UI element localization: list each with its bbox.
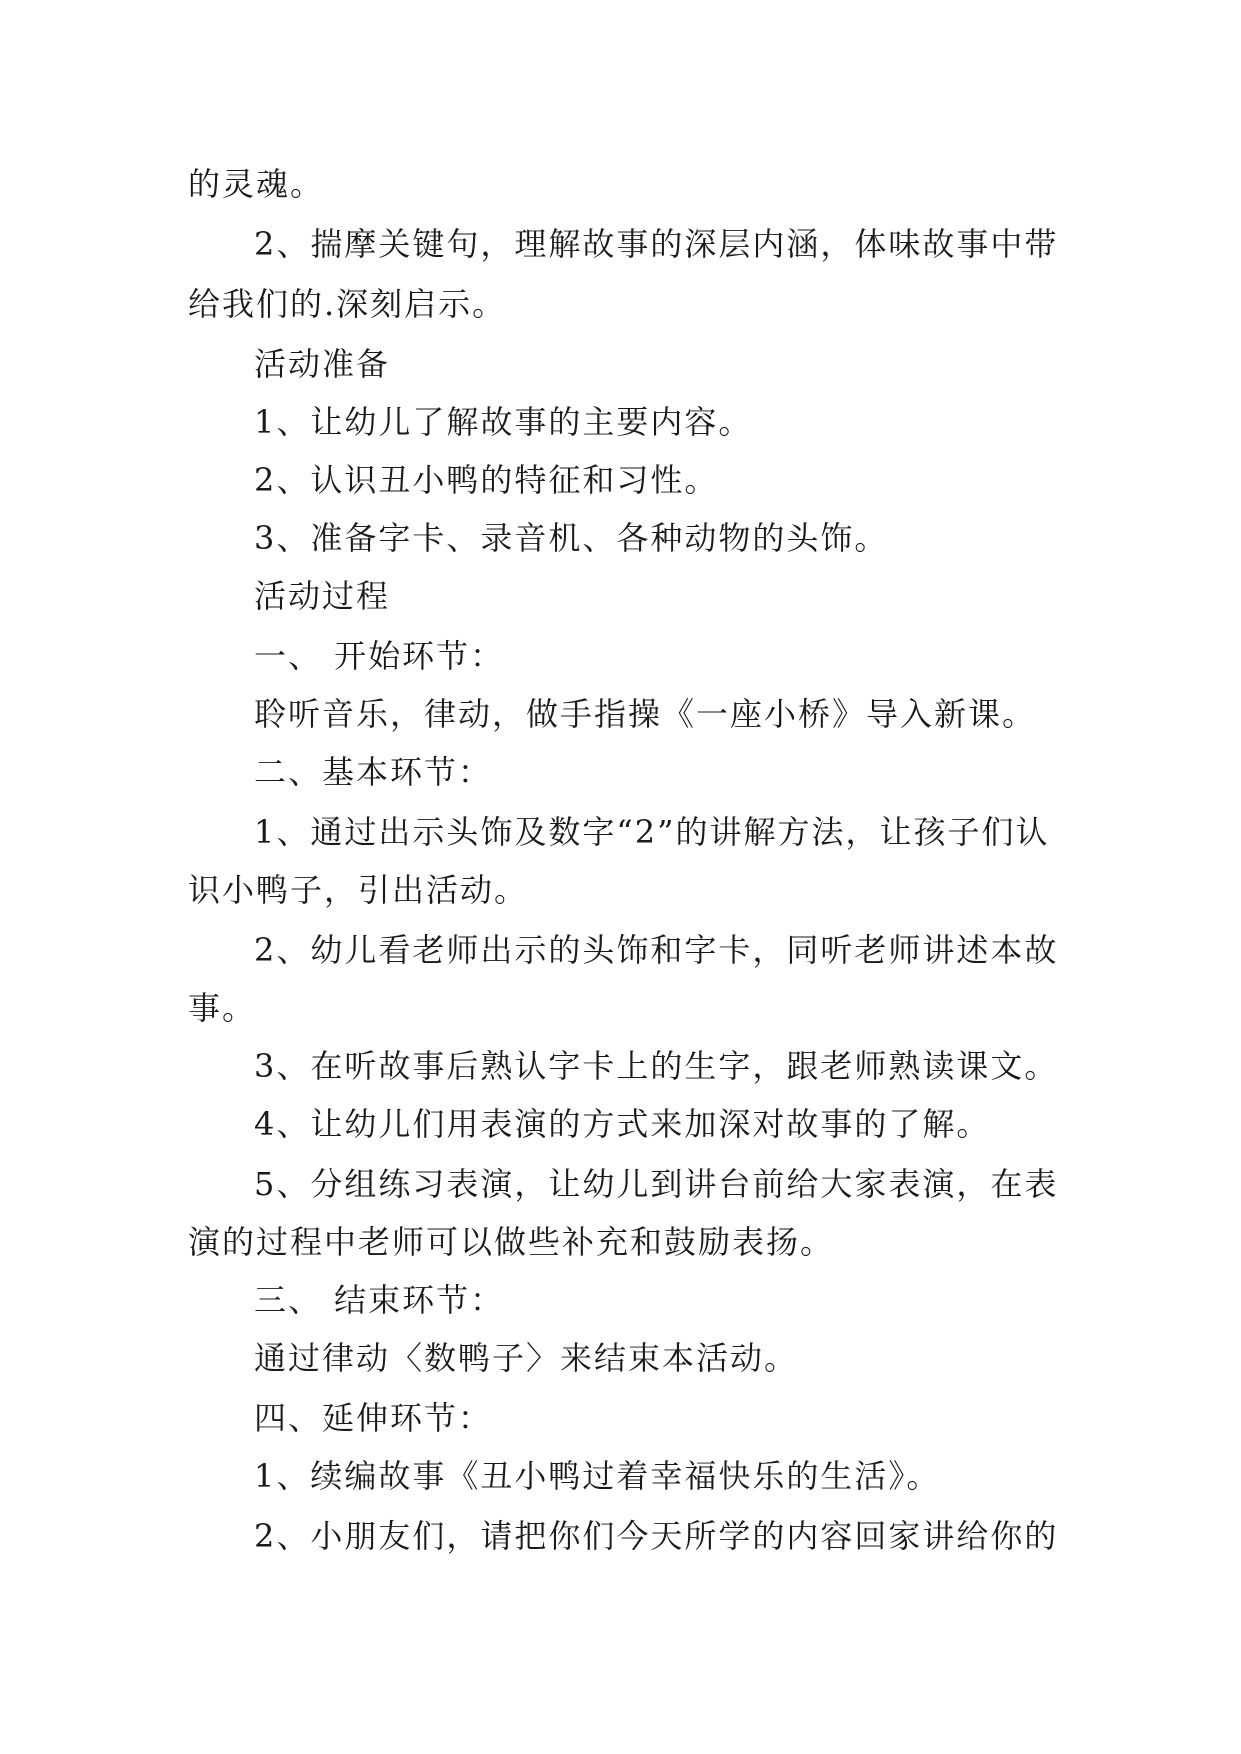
text-line: 通过律动〈数鸭子〉来结束本活动。 <box>254 1339 799 1377</box>
text-line: 识小鸭子，引出活动。 <box>188 871 529 909</box>
text-line: 三、 结束环节： <box>254 1281 505 1319</box>
text-line: 2、幼儿看老师出示的头饰和字卡，同听老师讲述本故 <box>254 931 1059 969</box>
text-line: 1、通过出示头饰及数字“2”的讲解方法，让孩子们认 <box>254 813 1050 851</box>
text-line: 1、续编故事《丑小鸭过着幸福快乐的生活》。 <box>254 1457 941 1495</box>
text-line: 给我们的.深刻启示。 <box>188 285 507 323</box>
text-line: 二、基本环节： <box>254 753 493 791</box>
text-line: 4、让幼儿们用表演的方式来加深对故事的了解。 <box>254 1105 991 1143</box>
text-line: 四、延伸环节： <box>254 1399 493 1437</box>
text-line: 的灵魂。 <box>188 165 325 203</box>
text-line: 2、认识丑小鸭的特征和习性。 <box>254 461 719 499</box>
text-line: 演的过程中老师可以做些补充和鼓励表扬。 <box>188 1223 835 1261</box>
section-heading: 活动准备 <box>254 345 391 383</box>
text-line: 5、分组练习表演，让幼儿到讲台前给大家表演，在表 <box>254 1165 1059 1203</box>
text-line: 2、揣摩关键句，理解故事的深层内涵，体味故事中带 <box>254 225 1059 263</box>
text-line: 1、让幼儿了解故事的主要内容。 <box>254 403 753 441</box>
text-line: 聆听音乐，律动，做手指操《一座小桥》导入新课。 <box>254 695 1037 733</box>
text-line: 一、 开始环节： <box>254 637 505 675</box>
section-heading: 活动过程 <box>254 577 391 615</box>
text-line: 3、准备字卡、录音机、各种动物的头饰。 <box>254 519 889 557</box>
text-line: 2、小朋友们，请把你们今天所学的内容回家讲给你的 <box>254 1517 1059 1555</box>
text-line: 3、在听故事后熟认字卡上的生字，跟老师熟读课文。 <box>254 1047 1059 1085</box>
text-line: 事。 <box>188 989 257 1027</box>
